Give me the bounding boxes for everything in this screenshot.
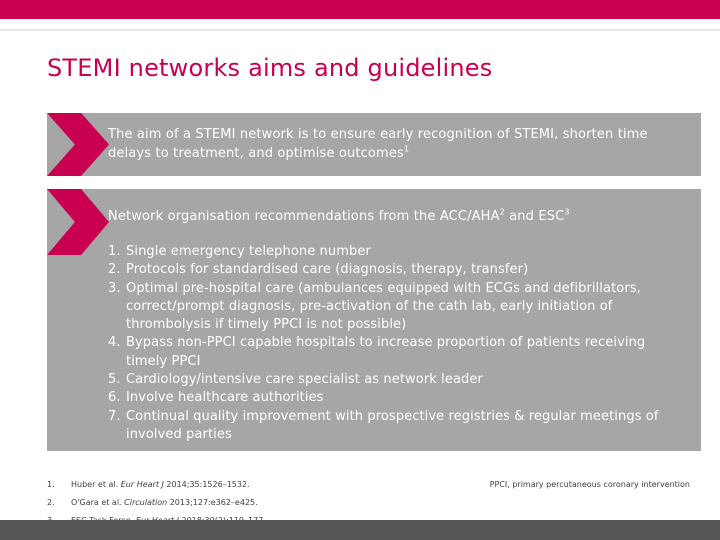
list-number: 5.: [108, 372, 121, 388]
list-item: [108, 408, 688, 445]
footer-bar: [0, 520, 720, 540]
recommendations-list: [108, 243, 688, 444]
list-number: 2.: [108, 262, 121, 278]
list-number: 4.: [108, 335, 121, 351]
aim-text: [108, 125, 688, 163]
top-divider: [0, 29, 720, 31]
list-number: 1.: [108, 244, 121, 259]
list-text: Single emergency telephone number: [126, 244, 371, 259]
list-item: [108, 371, 688, 389]
list-text: Continual quality improvement with prospective registries & regular meetings of involved parties: [126, 408, 659, 442]
abbreviation-note: PPCI, primary percutaneous coronary intervention: [489, 480, 690, 489]
reference-item: [0, 494, 720, 512]
reference-details: 2013;127:e362–e425.: [167, 498, 258, 507]
list-text: Bypass non-PPCI capable hospitals to increase proportion of patients receiving timely PPCI: [126, 335, 646, 369]
list-text: Optimal pre-hospital care (ambulances equipped with ECGs and defibrillators, correct/prompt diagnosis, pre-activation of the cath lab, early initiation of thrombolysis if timely PPCI is not possible): [126, 280, 641, 333]
list-number: 7.: [108, 408, 121, 424]
list-text: Involve healthcare authorities: [126, 390, 324, 406]
reference-details: 2014;35:1526–1532.: [163, 480, 250, 489]
aim-footnote-marker: 1: [403, 144, 410, 154]
reference-number: 1.: [47, 480, 55, 489]
list-text: Cardiology/intensive care specialist as network leader: [126, 372, 483, 388]
recommendations-heading-middle: and ESC: [504, 209, 565, 224]
recommendations-heading-prefix: Network organisation recommendations from the ACC/AHA: [108, 209, 500, 224]
aim-statement: The aim of a STEMI network is to ensure early recognition of STEMI, shorten time delays to treatment, and optimise outcomes: [108, 127, 648, 161]
top-accent-bar: [0, 0, 720, 19]
list-item: [108, 334, 688, 371]
slide-title: STEMI networks aims and guidelines: [47, 54, 493, 82]
reference-authors: O'Gara et al.: [71, 498, 125, 507]
top-gap: [0, 19, 720, 29]
reference-number: 2.: [47, 498, 55, 507]
reference-journal: Eur Heart J: [120, 480, 164, 489]
list-item: [108, 389, 688, 407]
list-number: 3.: [108, 280, 121, 296]
footnote-marker: 2: [499, 207, 505, 217]
list-item: [108, 243, 688, 261]
footnote-marker: 3: [564, 207, 570, 217]
recommendations-heading: [108, 207, 688, 226]
list-text: Protocols for standardised care (diagnosis, therapy, transfer): [126, 262, 529, 278]
reference-authors: Huber et al.: [71, 480, 121, 489]
reference-journal: Circulation: [124, 498, 168, 507]
list-item: [108, 280, 688, 335]
list-item: [108, 261, 688, 279]
list-number: 6.: [108, 390, 121, 406]
